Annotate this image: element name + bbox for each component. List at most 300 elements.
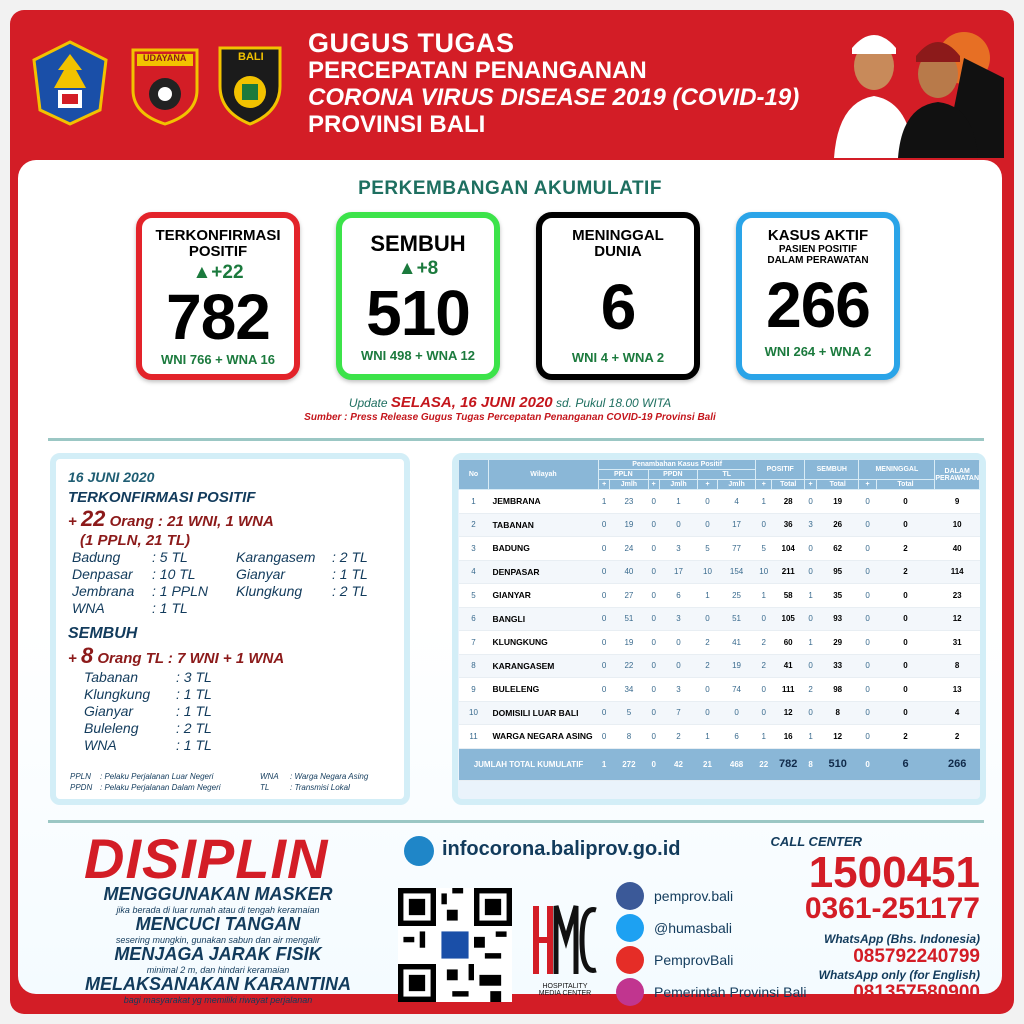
table-cell: 0 <box>876 490 935 514</box>
udayana-emblem <box>125 40 205 126</box>
table-cell: 27 <box>610 584 648 608</box>
legend-cell: WNA <box>260 772 279 781</box>
region-name: KLUNGKUNG <box>489 631 599 655</box>
instagram-handle[interactable]: Pemerintah Provinsi Bali <box>654 984 807 1000</box>
table-cell: 0 <box>805 537 817 561</box>
card-deaths <box>536 212 700 380</box>
table-cell: 23 <box>935 584 980 608</box>
col-meninggal: MENINGGAL <box>859 460 935 480</box>
source-line <box>18 412 1002 423</box>
table-cell: 5 <box>756 537 772 561</box>
table-cell: 6 <box>717 725 755 749</box>
positif-cell: : 1 TL <box>332 566 368 582</box>
total-label: JUMLAH TOTAL KUMULATIF <box>459 748 599 780</box>
table-cell: 62 <box>816 537 859 561</box>
table-cell: 11 <box>459 725 489 749</box>
table-cell: 3 <box>659 537 697 561</box>
table-cell: 74 <box>717 678 755 702</box>
positif-cell: : 2 TL <box>332 583 368 599</box>
table-cell: 12 <box>772 701 805 725</box>
table-cell: 36 <box>772 513 805 537</box>
card-title-line: MENINGGAL <box>572 227 664 244</box>
card-breakdown: WNI 264 + WNA 2 <box>764 344 872 359</box>
whatsapp-en-number[interactable]: 081357580900 <box>853 982 980 1003</box>
table-cell: 105 <box>772 607 805 631</box>
table-cell: 0 <box>805 560 817 584</box>
table-cell: 40 <box>610 560 648 584</box>
positif-cell: : 10 TL <box>152 566 196 582</box>
total-cell: 8 <box>805 748 817 780</box>
legend-cell: : Pelaku Perjalanan Dalam Negeri <box>100 783 221 792</box>
table-cell: 34 <box>610 678 648 702</box>
table-cell: 8 <box>935 654 980 678</box>
district-table <box>458 459 980 781</box>
table-cell: 0 <box>599 631 610 655</box>
total-cell: 272 <box>610 748 648 780</box>
twitter-icon[interactable] <box>616 914 644 942</box>
legend-cell: TL <box>260 783 270 792</box>
table-cell: 1 <box>756 584 772 608</box>
table-cell: 1 <box>459 490 489 514</box>
card-title-line: TERKONFIRMASI <box>155 227 281 244</box>
sembuh-summary <box>68 643 392 669</box>
sub-plus: + <box>859 480 876 490</box>
card-breakdown: WNI 4 + WNA 2 <box>571 350 665 365</box>
card-value: 782 <box>166 281 270 353</box>
positif-cell: : 1 PPLN <box>152 583 209 599</box>
table-cell: 0 <box>859 560 876 584</box>
sub-total: Total <box>816 480 859 490</box>
table-cell: 5 <box>459 584 489 608</box>
table-cell: 154 <box>717 560 755 584</box>
table-row <box>459 678 980 702</box>
table-cell: 1 <box>698 584 718 608</box>
whatsapp-indo-number[interactable]: 085792240799 <box>853 946 980 967</box>
total-cell: 510 <box>816 748 859 780</box>
table-cell: 0 <box>648 631 659 655</box>
rule-cuci-tangan <box>58 914 378 945</box>
table-cell: 0 <box>859 631 876 655</box>
table-cell: 0 <box>599 654 610 678</box>
youtube-icon[interactable] <box>616 946 644 974</box>
rule-desc: jika berada di luar rumah atau di tengah keramaian <box>116 905 320 915</box>
rule-heading: MENJAGA JARAK FISIK <box>114 944 322 964</box>
hmc-line1: HOSPITALITY <box>542 983 588 990</box>
rule-karantina <box>58 974 378 1005</box>
region-name: TABANAN <box>489 513 599 537</box>
region-name: BANGLI <box>489 607 599 631</box>
positif-cell: Jembrana <box>72 583 135 599</box>
table-cell: 7 <box>659 701 697 725</box>
table-row <box>459 584 980 608</box>
table-cell: 7 <box>459 631 489 655</box>
table-cell: 0 <box>859 654 876 678</box>
source-text: Press Release Gugus Tugas Percepatan Penanganan COVID-19 Provinsi Bali <box>350 412 716 423</box>
table-row <box>459 701 980 725</box>
title-line-4: PROVINSI BALI <box>308 111 486 138</box>
table-cell: 2 <box>756 654 772 678</box>
hmc-logo <box>530 900 600 1000</box>
total-cell: 266 <box>935 748 980 780</box>
governor-portrait <box>814 18 1004 158</box>
delta-value: +8 <box>416 258 439 279</box>
title-line-2: PERCEPATAN PENANGANAN <box>308 57 647 84</box>
table-cell: 3 <box>805 513 817 537</box>
total-row <box>459 748 980 780</box>
table-cell: 0 <box>805 607 817 631</box>
table-cell: 2 <box>756 631 772 655</box>
col-ppln: PPLN <box>599 470 649 480</box>
table-cell: 1 <box>805 584 817 608</box>
col-dalam-perawatan: DALAM PERAWATAN <box>935 460 980 490</box>
rule-heading: MENCUCI TANGAN <box>135 914 301 934</box>
whatsapp-indo-label: WhatsApp (Bhs. Indonesia) <box>824 932 980 946</box>
table-cell: 2 <box>876 725 935 749</box>
instagram-icon[interactable] <box>616 978 644 1006</box>
positif-cell: Denpasar <box>72 566 133 582</box>
table-cell: 0 <box>599 513 610 537</box>
table-cell: 51 <box>610 607 648 631</box>
table-cell: 31 <box>935 631 980 655</box>
table-cell: 0 <box>876 513 935 537</box>
table-cell: 0 <box>859 701 876 725</box>
table-cell: 17 <box>659 560 697 584</box>
table-cell: 8 <box>459 654 489 678</box>
table-cell: 1 <box>698 725 718 749</box>
header-title <box>308 30 799 138</box>
table-cell: 0 <box>648 537 659 561</box>
table-cell: 33 <box>816 654 859 678</box>
table-cell: 2 <box>935 725 980 749</box>
rule-heading: MELAKSANAKAN KARANTINA <box>85 974 351 994</box>
positif-cell: Karangasem <box>236 549 316 565</box>
whatsapp-en-label: WhatsApp only (for English) <box>818 968 980 982</box>
table-cell: 10 <box>756 560 772 584</box>
up-arrow-icon: ▲ <box>397 258 417 279</box>
card-recovered <box>336 212 500 380</box>
legend-cell: PPLN <box>70 772 91 781</box>
sembuh-cell: WNA <box>84 737 117 753</box>
hmc-logo-icon <box>530 900 600 978</box>
globe-icon <box>404 836 434 866</box>
table-cell: 19 <box>717 654 755 678</box>
table-cell: 19 <box>610 631 648 655</box>
positif-cell: Gianyar <box>236 566 286 582</box>
rule-jarak <box>58 944 378 975</box>
sembuh-cell: Klungkung <box>84 686 151 702</box>
table-cell: 0 <box>859 607 876 631</box>
table-cell: 0 <box>648 654 659 678</box>
rule-masker <box>58 884 378 915</box>
table-cell: 0 <box>599 678 610 702</box>
positif-detail: (1 PPLN, 21 TL) <box>80 532 191 549</box>
rule-heading: MENGGUNAKAN MASKER <box>103 884 333 904</box>
table-cell: 0 <box>859 513 876 537</box>
delta-value: +22 <box>211 262 244 283</box>
card-title-line: SEMBUH <box>370 231 466 256</box>
sembuh-cell: Buleleng <box>84 720 139 736</box>
table-cell: 5 <box>698 537 718 561</box>
card-title <box>142 228 294 260</box>
total-cell: 42 <box>659 748 697 780</box>
table-cell: 0 <box>648 725 659 749</box>
sembuh-cell: : 1 TL <box>176 686 212 702</box>
table-row <box>459 537 980 561</box>
total-cell: 1 <box>599 748 610 780</box>
table-cell: 0 <box>876 584 935 608</box>
table-cell: 1 <box>805 631 817 655</box>
sembuh-cell: : 3 TL <box>176 669 212 685</box>
table-row <box>459 631 980 655</box>
table-cell: 104 <box>772 537 805 561</box>
table-cell: 10 <box>459 701 489 725</box>
legend-cell: : Pelaku Perjalanan Luar Negeri <box>100 772 214 781</box>
table-cell: 28 <box>772 490 805 514</box>
bali-police-label: BALI <box>238 51 264 63</box>
table-cell: 0 <box>859 537 876 561</box>
table-cell: 0 <box>698 490 718 514</box>
positif-cell: Klungkung <box>236 583 303 599</box>
table-cell: 211 <box>772 560 805 584</box>
table-cell: 0 <box>876 678 935 702</box>
table-cell: 17 <box>717 513 755 537</box>
legend-cell: : Warga Negara Asing <box>290 772 369 781</box>
update-time: sd. Pukul 18.00 WITA <box>555 396 672 410</box>
region-name: KARANGASEM <box>489 654 599 678</box>
table-cell: 0 <box>599 701 610 725</box>
table-cell: 77 <box>717 537 755 561</box>
sub-plus: + <box>599 480 610 490</box>
daily-update-box <box>50 453 410 805</box>
sembuh-breakdown <box>68 669 392 754</box>
daily-date: 16 JUNI 2020 <box>68 469 155 485</box>
table-cell: 1 <box>805 725 817 749</box>
sembuh-heading: SEMBUH <box>68 625 138 642</box>
sub-total: Total <box>876 480 935 490</box>
table-cell: 29 <box>816 631 859 655</box>
total-cell: 0 <box>648 748 659 780</box>
col-no: No <box>459 460 489 490</box>
table-cell: 111 <box>772 678 805 702</box>
rule-desc: bagi masyarakat yg memiliki riwayat perjalanan <box>123 995 313 1005</box>
table-cell: 26 <box>816 513 859 537</box>
poster-frame <box>10 10 1014 1014</box>
bali-province-emblem-icon <box>30 40 110 126</box>
table-cell: 0 <box>805 701 817 725</box>
sembuh-cell: : 2 TL <box>176 720 212 736</box>
table-cell: 41 <box>772 654 805 678</box>
table-cell: 0 <box>648 678 659 702</box>
disiplin-title: DISIPLIN <box>84 827 329 890</box>
table-cell: 2 <box>876 537 935 561</box>
table-cell: 93 <box>816 607 859 631</box>
abbreviation-legend <box>70 771 390 793</box>
table-cell: 25 <box>717 584 755 608</box>
card-confirmed <box>136 212 300 380</box>
table-cell: 4 <box>459 560 489 584</box>
title-line-1: GUGUS TUGAS <box>308 28 515 58</box>
table-cell: 0 <box>876 701 935 725</box>
card-title <box>342 232 494 256</box>
table-cell: 0 <box>648 490 659 514</box>
table-cell: 60 <box>772 631 805 655</box>
col-penambahan: Penambahan Kasus Positif <box>599 460 756 470</box>
table-cell: 0 <box>805 654 817 678</box>
sub-plus: + <box>756 480 772 490</box>
youtube-handle[interactable]: PemprovBali <box>654 952 734 968</box>
twitter-handle[interactable]: @humasbali <box>654 920 733 936</box>
total-cell: 782 <box>772 748 805 780</box>
main-panel <box>18 160 1002 1005</box>
table-cell: 16 <box>772 725 805 749</box>
table-cell: 0 <box>876 607 935 631</box>
table-cell: 0 <box>648 560 659 584</box>
table-row <box>459 490 980 514</box>
table-cell: 0 <box>698 701 718 725</box>
sub-plus: + <box>698 480 718 490</box>
table-cell: 0 <box>876 631 935 655</box>
card-title <box>542 228 694 260</box>
up-arrow-icon: ▲ <box>192 262 212 283</box>
table-cell: 5 <box>610 701 648 725</box>
section-title: PERKEMBANGAN AKUMULATIF <box>358 178 662 199</box>
rule-desc: minimal 2 m, dan hindari keramaian <box>146 965 290 975</box>
title-line-3: CORONA VIRUS DISEASE 2019 (COVID-19) <box>308 84 800 111</box>
card-subtitle-line: DALAM PERAWATAN <box>767 255 869 266</box>
table-cell: 4 <box>717 490 755 514</box>
table-cell: 1 <box>756 490 772 514</box>
card-title-line: KASUS AKTIF <box>767 227 869 244</box>
table-row <box>459 560 980 584</box>
card-title <box>742 228 894 266</box>
facebook-icon[interactable] <box>616 882 644 910</box>
region-name: JEMBRANA <box>489 490 599 514</box>
table-cell: 0 <box>805 490 817 514</box>
table-cell: 0 <box>756 607 772 631</box>
table-cell: 1 <box>756 725 772 749</box>
positif-summary <box>68 506 392 532</box>
col-tl: TL <box>698 470 756 480</box>
sembuh-cell: Tabanan <box>84 669 138 685</box>
table-cell: 0 <box>599 537 610 561</box>
table-cell: 0 <box>659 513 697 537</box>
table-cell: 2 <box>876 560 935 584</box>
table-cell: 0 <box>599 607 610 631</box>
divider <box>48 820 984 823</box>
table-cell: 2 <box>459 513 489 537</box>
table-cell: 0 <box>648 584 659 608</box>
sembuh-cell: : 1 TL <box>176 703 212 719</box>
sub-plus: + <box>805 480 817 490</box>
table-cell: 0 <box>698 678 718 702</box>
table-cell: 12 <box>816 725 859 749</box>
table-cell: 0 <box>859 678 876 702</box>
region-name: BULELENG <box>489 678 599 702</box>
table-cell: 10 <box>698 560 718 584</box>
table-cell: 22 <box>610 654 648 678</box>
positif-cell: WNA <box>72 600 105 616</box>
region-name: GIANYAR <box>489 584 599 608</box>
table-cell: 2 <box>698 631 718 655</box>
table-cell: 0 <box>859 490 876 514</box>
table-cell: 1 <box>599 490 610 514</box>
table-cell: 40 <box>935 537 980 561</box>
sub-jmlh: Jmlh <box>659 480 697 490</box>
website-link[interactable]: infocorona.baliprov.go.id <box>442 838 681 860</box>
table-cell: 0 <box>859 725 876 749</box>
table-row <box>459 654 980 678</box>
table-cell: 0 <box>648 607 659 631</box>
sub-jmlh: Jmlh <box>610 480 648 490</box>
table-cell: 1 <box>659 490 697 514</box>
rule-desc: sesering mungkin, gunakan sabun dan air mengalir <box>115 935 321 945</box>
sembuh-cell: Gianyar <box>84 703 134 719</box>
sub-jmlh: Jmlh <box>717 480 755 490</box>
positif-breakdown <box>68 549 392 617</box>
facebook-handle[interactable]: pemprov.bali <box>654 888 734 904</box>
table-cell: 12 <box>935 607 980 631</box>
card-value: 510 <box>366 277 470 349</box>
sembuh-line: Orang TL : 7 WNI + 1 WNA <box>97 650 285 667</box>
table-cell: 23 <box>610 490 648 514</box>
positif-cell <box>236 600 332 617</box>
positif-line: Orang : 21 WNI, 1 WNA <box>109 513 274 530</box>
district-table-box <box>452 453 986 805</box>
total-cell: 468 <box>717 748 755 780</box>
col-ppdn: PPDN <box>648 470 698 480</box>
table-cell: 3 <box>659 607 697 631</box>
divider <box>48 438 984 441</box>
table-cell: 98 <box>816 678 859 702</box>
table-cell: 13 <box>935 678 980 702</box>
sembuh-count: 8 <box>80 643 94 668</box>
update-line <box>18 394 1002 411</box>
table-cell: 0 <box>698 607 718 631</box>
table-cell: 0 <box>756 678 772 702</box>
card-title-line: DUNIA <box>594 243 642 260</box>
plus-sign: + <box>68 650 77 667</box>
table-cell: 0 <box>659 631 697 655</box>
table-row <box>459 513 980 537</box>
office-phone[interactable]: 0361-251177 <box>804 892 980 925</box>
col-positif: POSITIF <box>756 460 805 480</box>
table-cell: 35 <box>816 584 859 608</box>
header <box>10 10 1014 160</box>
table-cell: 0 <box>756 513 772 537</box>
total-cell: 21 <box>698 748 718 780</box>
table-cell: 51 <box>717 607 755 631</box>
card-value: 6 <box>600 271 636 343</box>
card-title-line: POSITIF <box>188 243 248 260</box>
qr-code-icon[interactable] <box>398 888 512 1002</box>
table-cell: 114 <box>935 560 980 584</box>
col-wilayah: Wilayah <box>489 460 599 490</box>
region-name: DOMISILI LUAR BALI <box>489 701 599 725</box>
table-cell: 19 <box>816 490 859 514</box>
table-cell: 9 <box>935 490 980 514</box>
call-center-number[interactable]: 1500451 <box>808 848 980 897</box>
region-name: WARGA NEGARA ASING <box>489 725 599 749</box>
card-subtitle-line: PASIEN POSITIF <box>778 244 858 255</box>
table-cell: 10 <box>935 513 980 537</box>
table-cell: 0 <box>599 584 610 608</box>
positif-cell: : 1 TL <box>152 600 188 616</box>
table-cell: 3 <box>659 678 697 702</box>
table-cell: 6 <box>659 584 697 608</box>
call-center-label: CALL CENTER <box>770 834 862 849</box>
table-row <box>459 607 980 631</box>
legend-cell: PPDN <box>70 783 93 792</box>
